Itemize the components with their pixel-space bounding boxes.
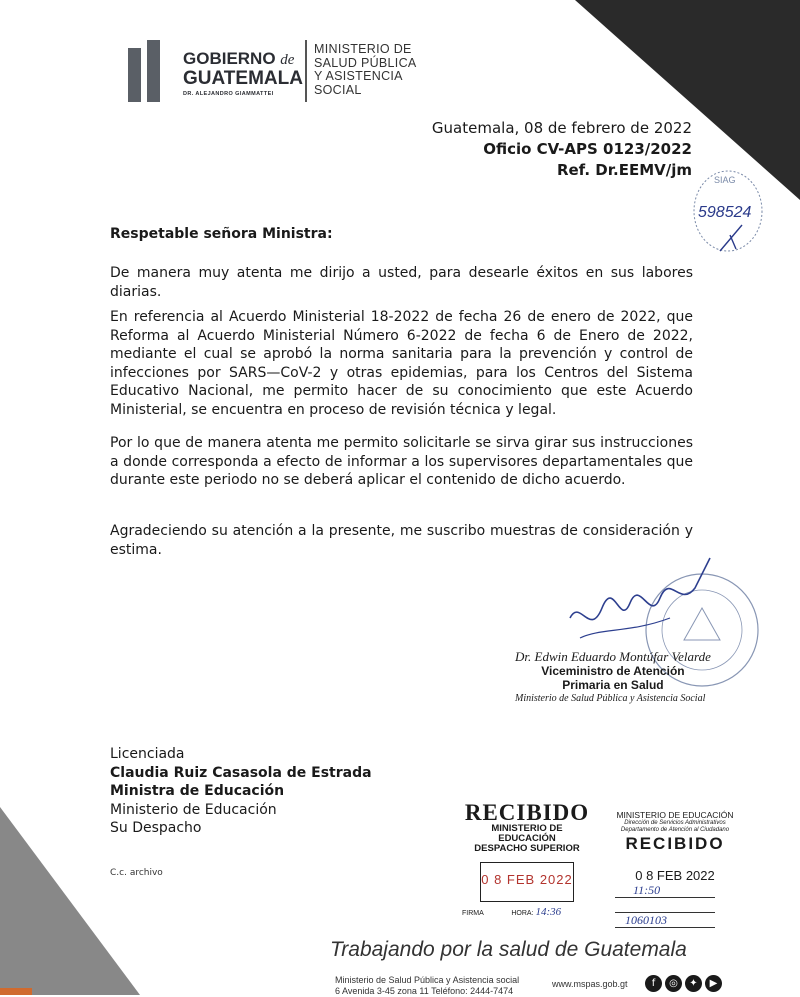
reception-stamp [690,165,766,257]
signer-title: Primaria en Salud [562,678,664,692]
handwritten-signature [560,548,720,658]
letter-header [432,118,692,181]
stamp-title: RECIBIDO [625,834,725,853]
gov-line1: GOBIERNO [183,49,276,68]
footer-address [335,975,519,997]
stamp-line: MINISTERIO DE EDUCACIÓN [491,823,563,844]
letter-date: Guatemala, 08 de febrero de 2022 [431,119,692,137]
stamp-line: DESPACHO SUPERIOR [474,843,580,854]
stamp-title: RECIBIDO [464,800,590,825]
stamp-firma-row [462,906,592,918]
ministry-line: SALUD PÚBLICA [314,55,417,70]
recipient-block [110,745,372,838]
recipient-name: Claudia Ruiz Casasola de Estrada [110,764,372,781]
ministry-name [314,43,417,97]
twitter-icon[interactable]: ✦ [685,975,702,992]
address-line: Ministerio de Salud Pública y Asistencia social [335,975,520,985]
gov-line2: GUATEMALA [183,68,303,89]
stamp-hora-row [615,883,715,898]
received-stamp [462,800,592,918]
stamp-date-box [480,862,574,902]
firma-label: FIRMA [462,910,484,917]
hora-label: HORA: [511,910,534,917]
stamp-line: Dirección de Servicios Administrativos [624,820,726,826]
recipient-prefix: Licenciada [110,746,185,762]
instagram-icon[interactable]: ◎ [665,975,682,992]
address-line: 6 Avenida 3-45 zona 11 Teléfono: 2444-7474 [335,986,514,996]
hora-value: 11:50 [633,883,661,897]
paragraph: En referencia al Acuerdo Ministerial 18-2022 de fecha 26 de enero de 2022, que Reforma al Acuerdo Ministerial Número 6-2022 de fecha 6 de Enero de 2022, mediante el cual se aprobó la norma sanitaria para la prevención y control de infecciones por SARS—CoV-2 y otras epidemias, para los Centros del Sistema Educativo Nacional, me permito hacer de su conocimiento que este Acuerdo Ministerial, se encuentra en proceso de revisión técnica y legal. [110,309,693,418]
youtube-icon[interactable]: ▶ [705,975,722,992]
cc-note: C.c. archivo [110,868,163,878]
stamp-firma-row [615,898,715,913]
salutation: Respetable señora Ministra: [110,226,333,242]
footer-motto: Trabajando por la salud de Guatemala [330,938,687,961]
stamp-pc-row [615,913,715,928]
hora-value: 14:36 [535,906,562,918]
recipient-title: Ministra de Educación [110,783,285,799]
reference-code: Ref. Dr.EEMV/jm [556,161,692,179]
paragraph: De manera muy atenta me dirijo a usted, para desearle éxitos en sus labores diarias. [110,265,693,300]
paragraph: Por lo que de manera atenta me permito solicitarle se sirva girar sus instrucciones a donde corresponda a efecto de informar a los supervisores departamentales que durante este periodo no se deberá aplicar el contenido de dicho acuerdo. [110,435,693,488]
government-logo-bars [128,40,168,102]
edge-mark [0,988,32,995]
logo-divider [305,40,307,102]
stamp-line: MINISTERIO DE EDUCACIÓN [616,810,734,820]
facebook-icon[interactable]: f [645,975,662,992]
stamp-date: 0 8 FEB 2022 [481,872,573,887]
received-stamp-education [610,810,740,927]
gov-de: de [280,52,295,68]
signer-title: Viceministro de Atención [541,664,685,678]
government-logo [183,50,303,97]
stamp-date: 0 8 FEB 2022 [635,868,715,883]
signer-org: Ministerio de Salud Pública y Asistencia Social [515,693,706,704]
stamp-line: Departamento de Atención al Ciudadano [620,827,730,833]
signer-name: Dr. Edwin Eduardo Montúfar Velarde [515,649,711,664]
stamp-number: 598524 [698,204,752,221]
signature-block [515,650,711,706]
oficio-number: Oficio CV-APS 0123/2022 [483,140,692,158]
pc-value: 1060103 [625,913,667,927]
ministry-line: SOCIAL [314,82,362,97]
recipient-office: Su Despacho [110,820,202,836]
recipient-org: Ministerio de Educación [110,801,277,818]
paragraph: Agradeciendo su atención a la presente, me suscribo muestras de consideración y estima. [110,523,693,558]
stamp-label: SIAG [714,175,736,185]
president-name: DR. ALEJANDRO GIAMMATTEI [183,91,274,97]
ministry-line: MINISTERIO DE [314,42,412,56]
ministry-line: Y ASISTENCIA [314,69,403,83]
website-link[interactable]: www.mspas.gob.gt [552,979,628,989]
